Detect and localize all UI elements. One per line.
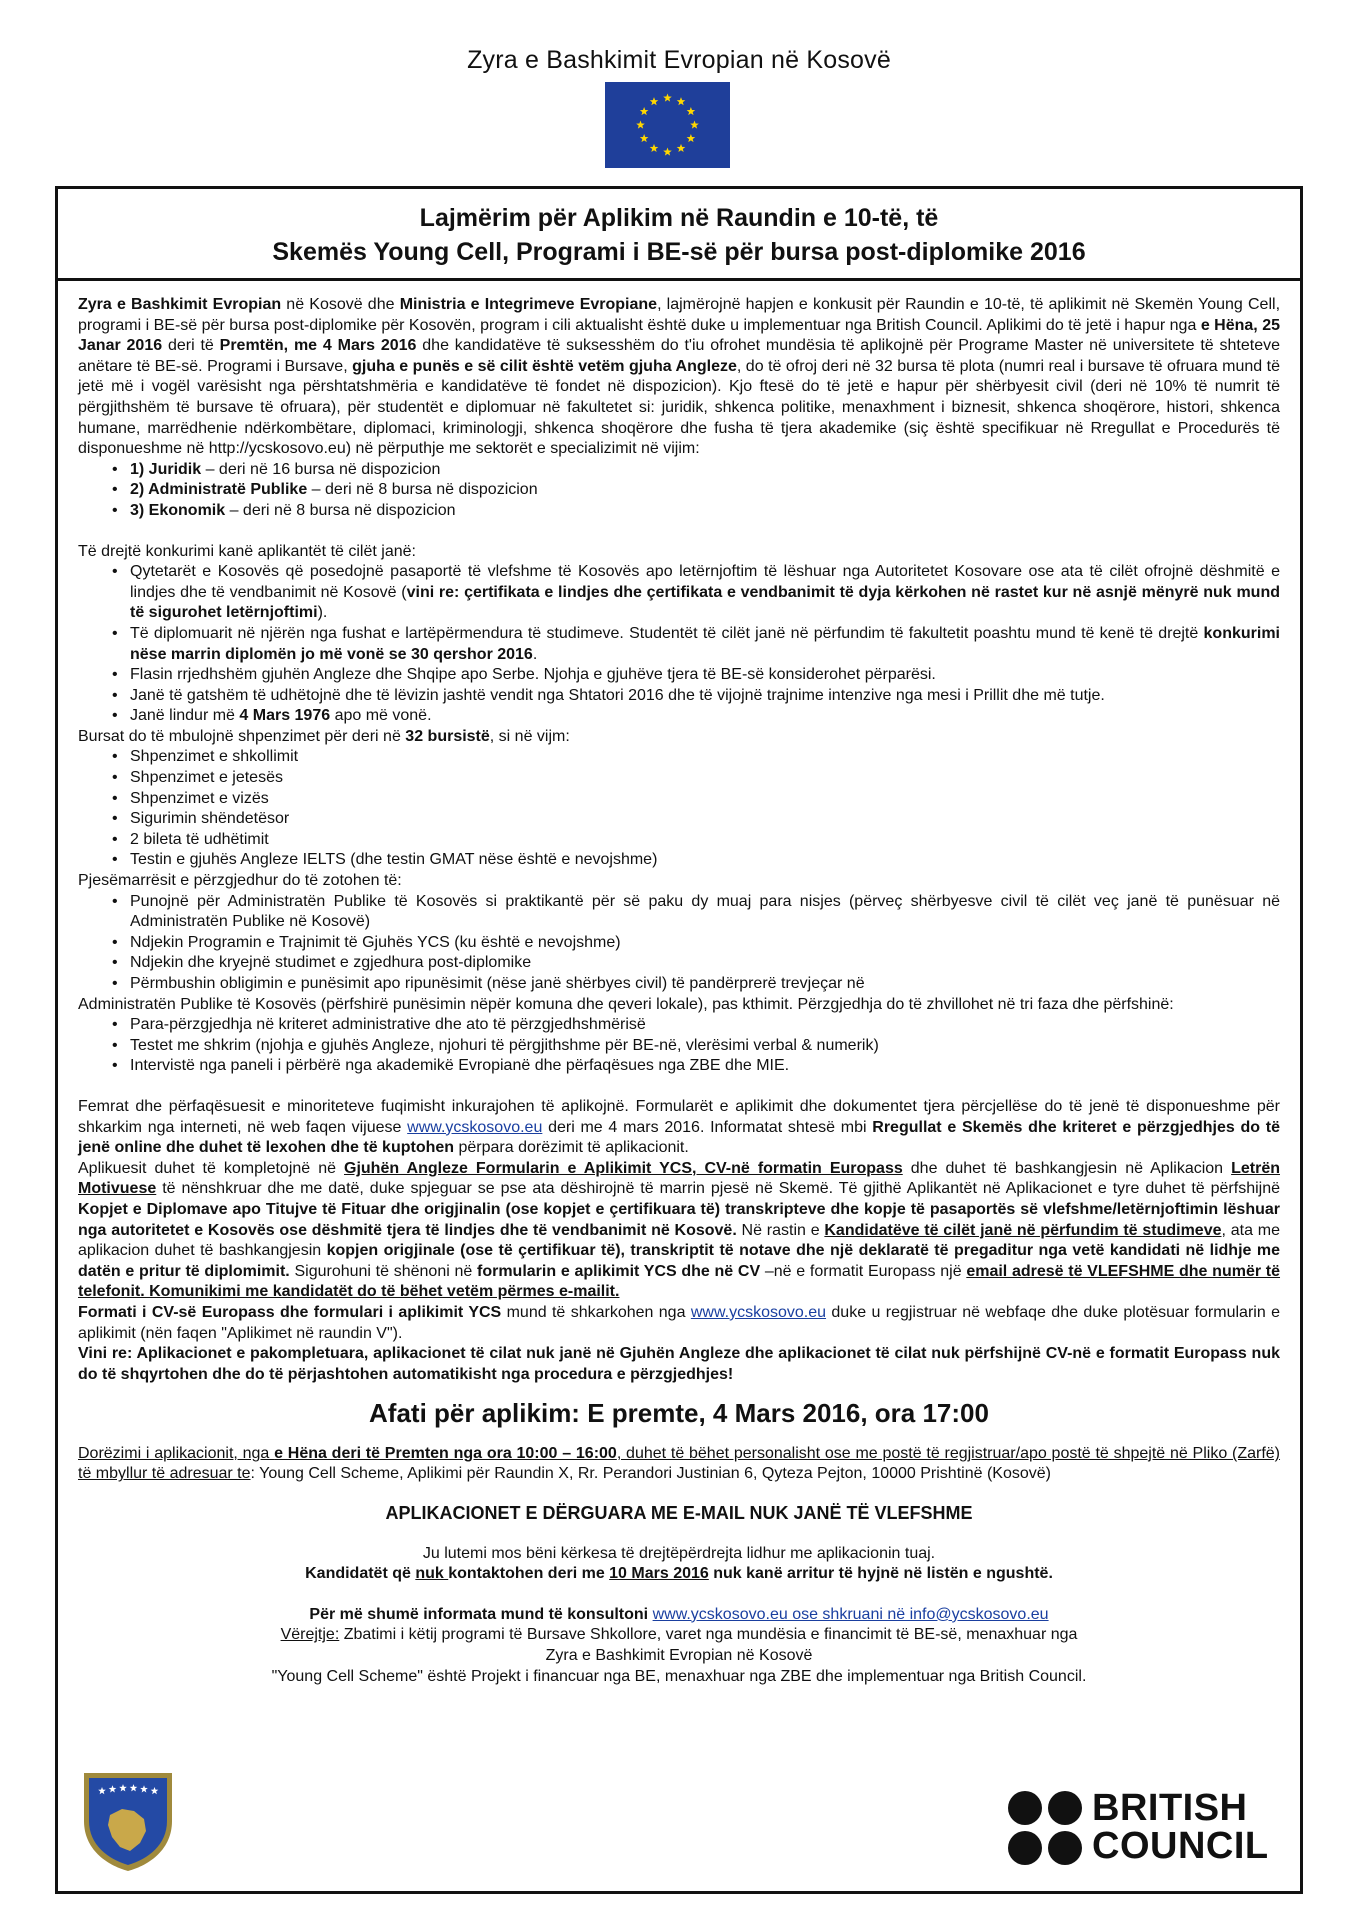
list-item: • Ndjekin dhe kryejnë studimet e zgjedhura post-diplomike xyxy=(130,953,1280,974)
eligibility-list xyxy=(78,562,1280,727)
list-item: • 2 bileta të udhëtimit xyxy=(130,830,1280,851)
list-item: • Ndjekin Programin e Trajnimit të Gjuhës YCS (ku është e nevojshme) xyxy=(130,933,1280,954)
apply-paragraph-1: Femrat dhe përfaqësuesit e minoriteteve fuqimisht inkurajohen të aplikojnë. Formularët e aplikimit dhe dokumentet tjera përcjellëse do të jenë të disponueshme për shkarkim nga interneti, në web faqen vijuese www.ycskosovo.eu deri me 4 mars 2016. Informatat shtesë mbi Rregullat e Skemës dhe kriteret e përzgjedhjes do të jenë online dhe duhet të lexohen dhe të kuptohen përpara dorëzimit të aplikacionit. xyxy=(78,1097,1281,1157)
british-council-dots-icon xyxy=(1008,1791,1084,1867)
list-item: • Testet me shkrim (njohja e gjuhës Angleze, njohuri të përgjithshme për BE-në, vlerësimi verbal & numerik) xyxy=(130,1036,1280,1057)
submission-paragraph: Dorëzimi i aplikacionit, nga e Hëna deri të Premten nga ora 10:00 – 16:00, duhet të bëhet personalisht ose me postë të regjistruar/apo postë të shpejtë në Pliko (Zarfë) të mbyllur të adresuar te: Young Cell Scheme, Aplikimi për Raundin X, Rr. Perandori Justinian 6, Qyteza Pejton, 10000 Prishtinë (Kosovë) xyxy=(78,1444,1281,1483)
website-link[interactable]: www.ycskosovo.eu xyxy=(407,1118,543,1136)
list-item: • Janë të gatshëm të udhëtojnë dhe të lëvizin jashtë vendit nga Shtatori 2016 dhe të vijojnë trajnime intenzive nga mesi i Prillit dhe më tutje. xyxy=(130,686,1280,707)
eu-flag-icon xyxy=(605,82,730,168)
contact-link[interactable]: www.ycskosovo.eu ose shkruani në info@ycskosovo.eu xyxy=(652,1605,1049,1623)
apply-paragraph-3: Formati i CV-së Europass dhe formulari i aplikimit YCS mund të shkarkohen nga www.ycskosovo.eu duke u regjistruar në webfaqe dhe duke plotësuar formularin e aplikimit (nën faqen "Aplikimet në raundin V"). xyxy=(78,1303,1280,1342)
more-info-line: Për më shumë informata mund të konsultoni www.ycskosovo.eu ose shkruani në info@ycskosovo.eu xyxy=(309,1605,1049,1623)
list-item: • Sigurimin shëndetësor xyxy=(130,809,1280,830)
note-line-3: "Young Cell Scheme" është Projekt i financuar nga BE, menaxhuar nga ZBE dhe implementuar nga British Council. xyxy=(271,1667,1087,1685)
list-item: • Flasin rrjedhshëm gjuhën Angleze dhe Shqipe apo Serbe. Njohja e gjuhëve tjera të BE-së konsiderohet përparësi. xyxy=(130,665,1280,686)
obligations-list xyxy=(78,892,1280,995)
obligations-tail: Administratën Publike të Kosovës (përfshirë punësimin nëpër komuna dhe qeveri lokale), pas kthimit. Përzgjedhja do të zhvillohet në tri faza dhe përfshinë: xyxy=(78,995,1174,1013)
list-item: • 2) Administratë Publike – deri në 8 bursa në dispozicion xyxy=(130,480,1280,501)
list-item: • 1) Juridik – deri në 16 bursa në dispozicion xyxy=(130,460,1280,481)
intro-paragraph: Zyra e Bashkimit Evropian në Kosovë dhe Ministria e Integrimeve Evropiane, lajmërojnë hapjen e konkusit për Raundin e 10-të, të aplikimit në Skemën Young Cell, programi i BE-së për bursa post-diplomike për Kosovën, program i cili aktualisht është duke u implementuar nga British Council. Aplikimi do të jetë i hapur nga e Hëna, 25 Janar 2016 deri të Premtën, me 4 Mars 2016 dhe kandidatëve të suksesshëm do t'iu ofrohet mundësia të aplikojnë për Programe Master në universitete të shteteve anëtare të BE-së. Programi i Bursave, gjuha e punës e së cilit është vetëm gjuha Angleze, do të ofroj deri në 32 bursa të plota (numri real i bursave të ofruara mund të jetë më i vogël varësisht nga përshtatshmëria e kandidatëve të fondet në dispozicion). Kjo ftesë do të jetë e hapur për shërbyesit civil (deri në 10% të numrit të përgjithshëm të bursave të ofruara), për studentët e diplomuar në fakultetet si: juridik, shkenca politike, menaxhment i biznesit, shkenca shoqërore, histori, shkenca humane, marrëdhenie ndërkombëtare, diplomaci, kriminologji, shkenca shoqërore dhe fusha të tjera akademike (siç është specifikuar në Rregullat e Procedurës të disponueshme në http://ycskosovo.eu) në përputhje me sektorët e specializimit në vijim: xyxy=(78,296,1281,458)
title-line-2: Skemës Young Cell, Programi i BE-së për bursa post-diplomike 2016 xyxy=(272,238,1086,266)
phases-list xyxy=(78,1015,1280,1077)
list-item: • Intervistë nga paneli i përbërë nga akademikë Evropianë dhe përfaqësues nga ZBE dhe MIE. xyxy=(130,1056,1280,1077)
deadline-heading: Afati për aplikim: E premte, 4 Mars 2016, ora 17:00 xyxy=(369,1398,989,1429)
list-item: • Shpenzimet e jetesës xyxy=(130,768,1280,789)
british-council-logo xyxy=(1008,1787,1278,1869)
closing-line-1: Ju lutemi mos bëni kërkesa të drejtëpërdrejta lidhur me aplikacionin tuaj. xyxy=(422,1544,936,1562)
note-line-2: Zyra e Bashkimit Evropian në Kosovë xyxy=(545,1647,813,1665)
list-item: • Punojnë për Administratën Publike të Kosovës si praktikantë për së paku dy muaj para nisjes (përveç shërbyesve civil të cilët veç janë të punësuar në Administratën Publike në Kosovë) xyxy=(130,892,1280,933)
sectors-list xyxy=(78,460,1280,522)
email-not-valid-notice: APLIKACIONET E DËRGUARA ME E-MAIL NUK JANË TË VLEFSHME xyxy=(385,1503,973,1524)
apply-paragraph-2: Aplikuesit duhet të kompletojnë në Gjuhën Angleze Formularin e Aplikimit YCS, CV-në formatin Europass dhe duhet të bashkangjesin në Aplikacion Letrën Motivuese të nënshkruar dhe me datë, duke spjeguar se pse ata dëshirojnë të marrin pjesë në Skemë. Të gjithë Aplikantët në Aplikacionet e tyre duhet të përfshijnë Kopjet e Diplomave apo Titujve të Fituar dhe origjinalin (ose kopjet e çertifikuara të) transkripteve dhe kopje të pasaportës së vlefshme/letërnjoftimin lëshuar nga autoritetet e Kosovës ose dëshmitë tjera të lindjes dhe të vendbanimit në Kosovë. Në rastin e Kandidatëve të cilët janë në përfundim të studimeve, ata me aplikacion duhet të bashkangjesin kopjen origjinale (ose të çertifikuar të), transkriptit të notave dhe një deklaratë të pregaditur nga vetë kandidati në lidhje me datën e pritur të diplomimit. Sigurohuni të shënoni në formularin e aplikimit YCS dhe në CV –në e formatit Europass një email adresë të VLEFSHME dhe numër të telefonit. Komunikimi me kandidatët do të bëhet vetëm përmes e-mailit. xyxy=(78,1159,1281,1301)
list-item: • Shpenzimet e shkollimit xyxy=(130,747,1280,768)
list-item: • Të diplomuarit në njërën nga fushat e lartëpërmendura të studimeve. Studentët të cilët janë në përfundim të fakultetit poashtu mund të kenë të drejtë konkurimi nëse marrin diplomën jo më vonë se 30 qershor 2016. xyxy=(130,624,1280,665)
notice-title xyxy=(58,189,1300,281)
closing-line-2: Kandidatët që nuk kontaktohen deri me 10 Mars 2016 nuk kanë arritur të hyjnë në listën e ngushtë. xyxy=(305,1565,1053,1583)
title-line-1: Lajmërim për Aplikim në Raundin e 10-të, të xyxy=(419,204,939,232)
notice-body xyxy=(78,295,1280,1687)
eligibility-heading: Të drejtë konkurimi kanë aplikantët të cilët janë: xyxy=(78,542,416,560)
notice-frame xyxy=(55,186,1303,1894)
kosovo-coat-of-arms-icon xyxy=(80,1769,176,1873)
org-title: Zyra e Bashkimit Evropian në Kosovë xyxy=(467,46,891,74)
list-item: • Para-përzgjedhja në kriteret administrative dhe ato të përzgjedhshmërisë xyxy=(130,1015,1280,1036)
list-item: • 3) Ekonomik – deri në 8 bursa në dispozicion xyxy=(130,501,1280,522)
list-item: • Përmbushin obligimin e punësimit apo ripunësimit (nëse janë shërbyes civil) të pandërprerë trevjeçar në xyxy=(130,974,1280,995)
list-item: • Shpenzimet e vizës xyxy=(130,789,1280,810)
costs-list xyxy=(78,747,1280,871)
apply-warning: Vini re: Aplikacionet e pakompletuara, aplikacionet të cilat nuk janë në Gjuhën Angleze dhe aplikacionet të cilat nuk përfshijnë CV-në e formatit Europass nuk do të shqyrtohen dhe do të përjashtohen automatikisht nga procedura e përzgjedhjes! xyxy=(78,1345,1280,1383)
british-council-wordmark: BRITISH COUNCIL xyxy=(1092,1787,1269,1867)
list-item: • Qytetarët e Kosovës që posedojnë pasaportë të vlefshme të Kosovës apo letërnjoftim të lëshuar nga Autoritetet Kosovare ose ata të cilët ofrojnë dëshmitë e lindjes dhe të vendbanimit në Kosovë (vini re: çertifikata e lindjes dhe çertifikata e vendbanimit të dyja kërkohen në rastet kur në asnjë mënyrë nuk mund të sigurohet letërnjoftimi). xyxy=(130,562,1280,624)
website-link[interactable]: www.ycskosovo.eu xyxy=(690,1303,827,1321)
note-line: Vërejtje: Zbatimi i këtij programi të Bursave Shkollore, varet nga mundësia e financimit të BE-së, menaxhuar nga xyxy=(280,1626,1078,1644)
list-item: • Testin e gjuhës Angleze IELTS (dhe testin GMAT nëse është e nevojshme) xyxy=(130,850,1280,871)
obligations-heading: Pjesëmarrësit e përzgjedhur do të zotohen të: xyxy=(78,872,402,890)
costs-intro: Bursat do të mbulojnë shpenzimet për deri në 32 bursistë, si në vijm: xyxy=(78,727,570,745)
list-item: • Janë lindur më 4 Mars 1976 apo më vonë. xyxy=(130,706,1280,727)
